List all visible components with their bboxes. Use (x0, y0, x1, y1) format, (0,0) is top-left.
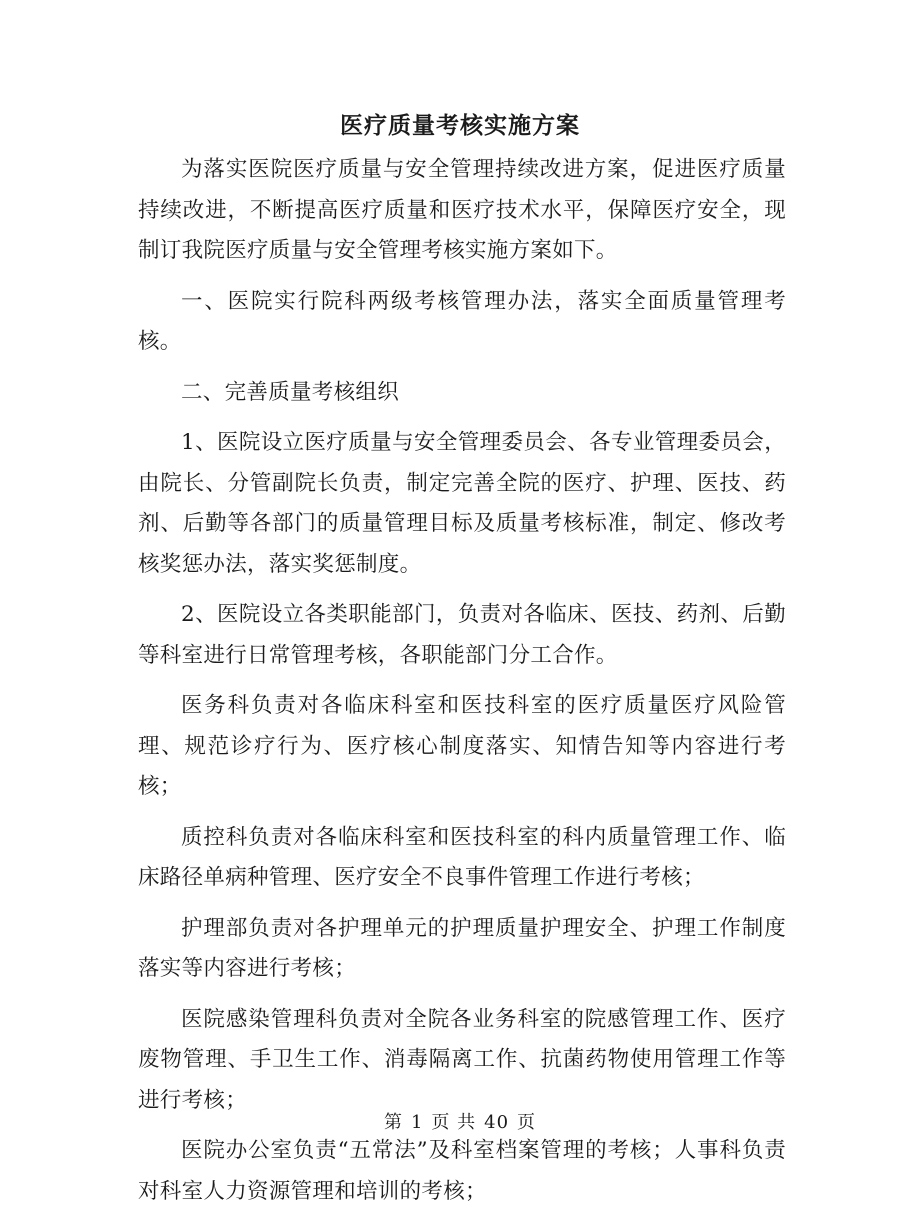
paragraph-office-hr: 医院办公室负责“五常法”及科室档案管理的考核；人事科负责对科室人力资源管理和培训的考核； (138, 1138, 786, 1204)
footer-middle: 页 共 (431, 1112, 477, 1133)
paragraph-quality-control: 质控科负责对各临床科室和医技科室的科内质量管理工作、临床路径单病种管理、医疗安全不良事件管理工作进行考核； (138, 824, 786, 890)
paragraph-section-2-heading: 二、完善质量考核组织 (181, 379, 400, 405)
paragraph-item-1: 1、医院设立医疗质量与安全管理委员会、各专业管理委员会，由院长、分管副院长负责，制定完善全院的医疗、护理、医技、药剂、后勤等各部门的质量管理目标及质量考核标准，制定、修改考核奖惩办法，落实奖惩制度。 (138, 430, 786, 577)
paragraph-infection-control: 医院感染管理科负责对全院各业务科室的院感管理工作、医疗废物管理、手卫生工作、消毒隔离工作、抗菌药物使用管理工作等进行考核； (138, 1006, 786, 1113)
paragraph-section-1: 一、医院实行院科两级考核管理办法，落实全面质量管理考核。 (138, 288, 786, 354)
paragraph-nursing: 护理部负责对各护理单元的护理质量护理安全、护理工作制度落实等内容进行考核； (138, 915, 786, 981)
page-footer (0, 1108, 920, 1138)
paragraph-item-2: 2、医院设立各类职能部门，负责对各临床、医技、药剂、后勤等科室进行日常管理考核，各职能部门分工合作。 (138, 602, 786, 668)
footer-prefix: 第 (383, 1112, 403, 1133)
paragraph-medical-affairs: 医务科负责对各临床科室和医技科室的医疗质量医疗风险管理、规范诊疗行为、医疗核心制度落实、知情告知等内容进行考核； (138, 693, 786, 799)
footer-suffix: 页 (517, 1112, 537, 1133)
footer-page-number: 1 (410, 1112, 424, 1133)
paragraph-intro: 为落实医院医疗质量与安全管理持续改进方案，促进医疗质量持续改进，不断提高医疗质量和医疗技术水平，保障医疗安全，现制订我院医疗质量与安全管理考核实施方案如下。 (138, 157, 786, 263)
footer-total-pages: 40 (484, 1112, 510, 1133)
document-title: 医疗质量考核实施方案 (340, 112, 580, 139)
document-body (138, 150, 786, 1222)
